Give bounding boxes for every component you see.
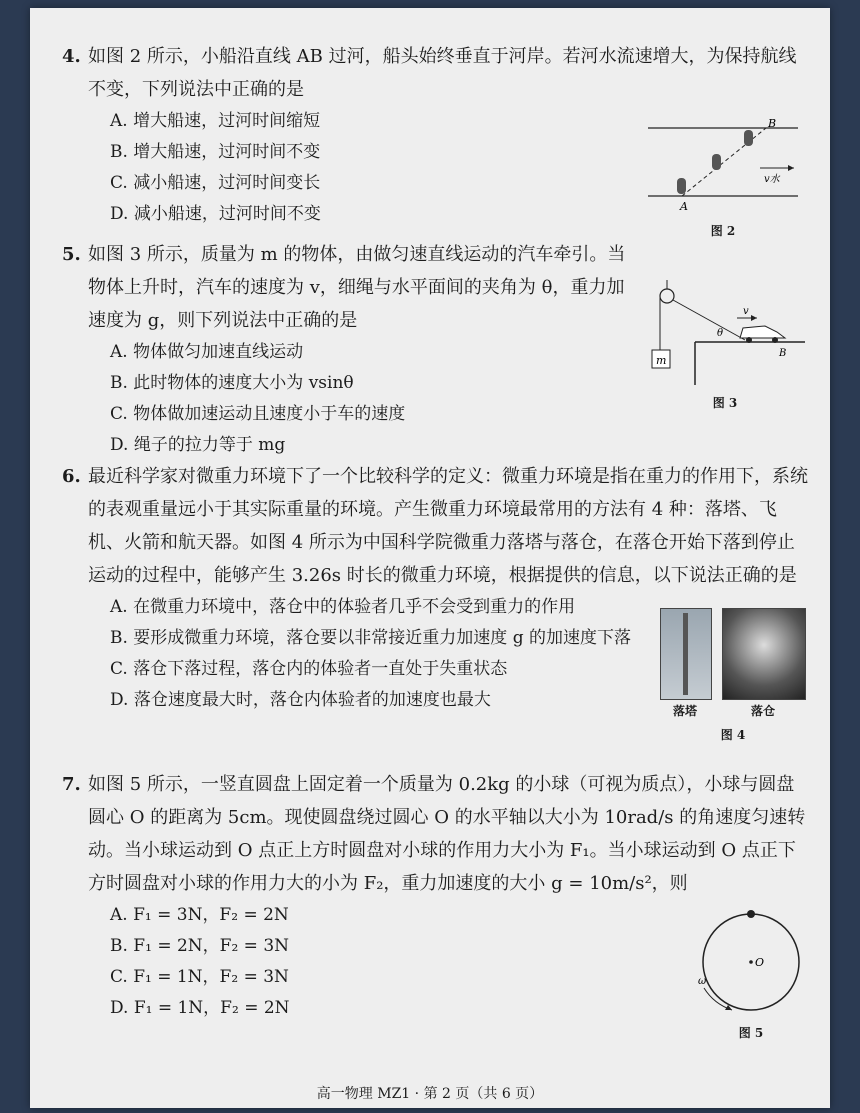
option-c: C. 落仓下落过程，落仓内的体验者一直处于失重状态 (110, 659, 508, 679)
label-b: B (779, 348, 787, 359)
figure-2-caption: 图 2 (710, 224, 736, 238)
question-number: 4. (62, 46, 81, 67)
option-c: C. 减小船速，过河时间变长 (110, 173, 321, 193)
option-a: A. 物体做匀加速直线运动 (110, 342, 304, 362)
label-v-water: v水 (764, 174, 780, 185)
option-d: D. 落仓速度最大时，落仓内体验者的加速度也最大 (110, 690, 491, 710)
drop-tower-photo (660, 608, 712, 700)
label-m: m (656, 354, 667, 367)
label-a: A (680, 200, 688, 213)
label-b: B (768, 118, 777, 130)
figure-4 (660, 608, 806, 748)
label-theta: θ (717, 328, 724, 339)
label-capsule: 落仓 (750, 704, 775, 718)
option-a: A. F₁ = 3N，F₂ = 2N (110, 905, 289, 925)
boat-icon (677, 178, 686, 194)
figure-5 (696, 904, 806, 1040)
option-a: A. 增大船速，过河时间缩短 (110, 111, 321, 131)
figure-2 (648, 118, 798, 236)
figure-3-caption: 图 3 (712, 396, 738, 410)
page-footer: 高一物理 MZ1 · 第 2 页（共 6 页） (316, 1086, 544, 1102)
figure-5-drawing (696, 904, 806, 1014)
option-b: B. 增大船速，过河时间不变 (110, 142, 321, 162)
option-b: B. F₁ = 2N，F₂ = 3N (110, 936, 290, 956)
label-o: O (755, 956, 765, 969)
figure-4-caption: 图 4 (720, 728, 746, 742)
pulley-icon (660, 289, 674, 303)
option-d: D. F₁ = 1N，F₂ = 2N (110, 998, 290, 1018)
question-number: 6. (62, 466, 81, 487)
option-b: B. 要形成微重力环境，落仓要以非常接近重力加速度 g 的加速度下落 (110, 628, 631, 648)
label-omega: ω (698, 976, 707, 987)
option-c: C. 物体做加速运动且速度小于车的速度 (110, 404, 406, 424)
option-b: B. 此时物体的速度大小为 vsinθ (110, 373, 354, 393)
boat-icon (744, 130, 753, 146)
question-stem: 如图 5 所示，一竖直圆盘上固定着一个质量为 0.2kg 的小球（可视为质点），小球与圆盘圆心 O 的距离为 5cm。现使圆盘绕过圆心 O 的水平轴以大小为 10rad/s 的角速度匀速转动。当小球运动到 O 点正上方时圆盘对小球的作用力大小为 F₁。当小球运动到 O 点正下方时圆盘对小球的作用力大的小为 F₂，重力加速度的大小 g = 10m/s²，则 (88, 774, 806, 894)
figure-3 (645, 280, 805, 410)
figure-3-drawing (645, 280, 805, 390)
question-stem: 最近科学家对微重力环境下了一个比较科学的定义：微重力环境是指在重力的作用下，系统的表观重量远小于其实际重量的环境。产生微重力环境最常用的方法有 4 种：落塔、飞机、火箭和航天器。如图 4 所示为中国科学院微重力落塔与落仓，在落仓开始下落到停止运动的过程中，能够产生 3.26s 时长的微重力环境，根据提供的信息，以下说法正确的是 (88, 466, 808, 586)
boat-icon (712, 154, 721, 170)
figure-5-caption: 图 5 (738, 1026, 764, 1040)
question-stem: 如图 2 所示，小船沿直线 AB 过河，船头始终垂直于河岸。若河水流速增大，为保持航线不变，下列说法中正确的是 (88, 46, 797, 100)
drop-capsule-photo (722, 608, 806, 700)
question-number: 5. (62, 244, 81, 265)
question-stem: 如图 3 所示，质量为 m 的物体，由做匀速直线运动的汽车牵引。当物体上升时，汽车的速度为 v，细绳与水平面间的夹角为 θ，重力加速度为 g，则下列说法中正确的是 (88, 244, 626, 331)
option-a: A. 在微重力环境中，落仓中的体验者几乎不会受到重力的作用 (110, 597, 576, 617)
figure-2-drawing (648, 118, 798, 218)
label-v: v (743, 306, 749, 317)
option-d: D. 减小船速，过河时间不变 (110, 204, 321, 224)
option-d: D. 绳子的拉力等于 mg (110, 435, 286, 455)
option-c: C. F₁ = 1N，F₂ = 3N (110, 967, 289, 987)
car-icon (740, 326, 785, 338)
ball-icon (747, 910, 755, 918)
question-number: 7. (62, 774, 81, 795)
label-tower: 落塔 (672, 704, 697, 718)
